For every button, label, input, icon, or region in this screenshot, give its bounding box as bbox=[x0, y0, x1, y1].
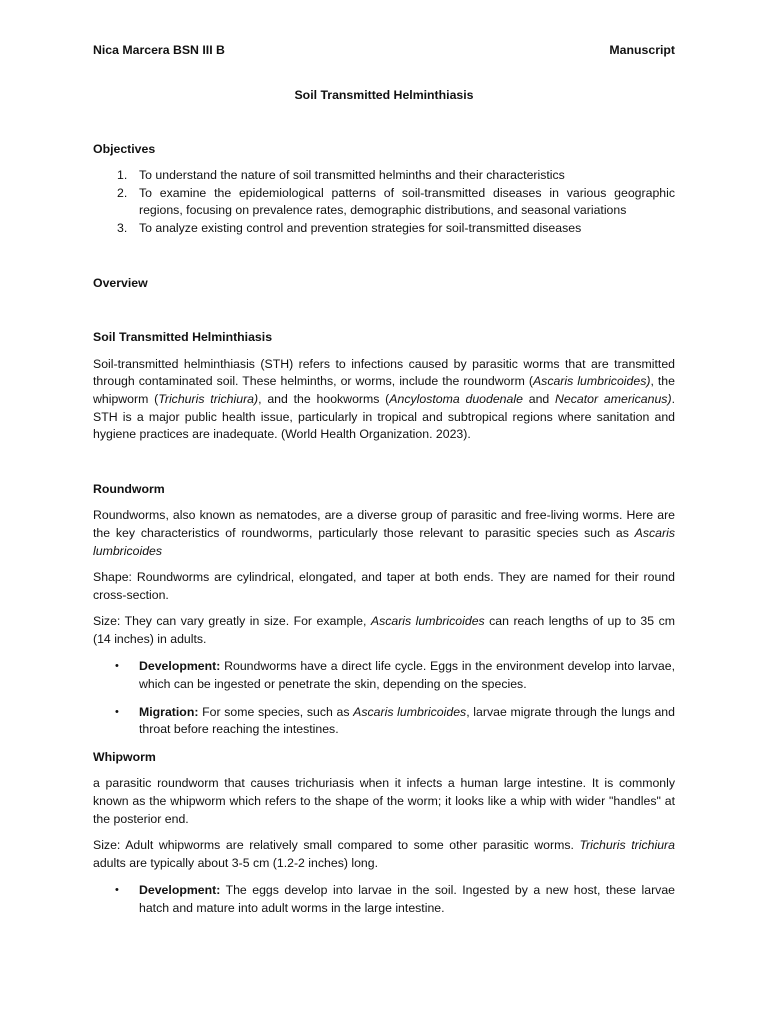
bullet-icon: • bbox=[115, 884, 119, 897]
objective-text: To understand the nature of soil transmitted helminths and their characteristics bbox=[139, 168, 565, 183]
whipworm-bullets bbox=[93, 882, 675, 917]
bullet-icon: • bbox=[115, 705, 119, 718]
whipworm-size bbox=[93, 837, 675, 872]
sth-heading: Soil Transmitted Helminthiasis bbox=[93, 330, 273, 345]
roundworm-shape: Shape: Roundworms are cylindrical, elongated, and taper at both ends. They are named for their round cross-section. bbox=[93, 570, 675, 602]
sth-text: and bbox=[522, 391, 556, 406]
whipworm-heading: Whipworm bbox=[93, 749, 156, 764]
objective-text: To examine the epidemiological patterns of soil-transmitted diseases in various geographic regions, focusing on prevalence rates, demographic distributions, and seasonal variations bbox=[139, 185, 675, 218]
objective-item bbox=[93, 185, 675, 220]
roundworm-intro bbox=[93, 507, 675, 560]
sth-text: Soil-transmitted helminthiasis (STH) refers to infections caused by parasitic worms that are transmitted through contaminated soil. These helminths, or worms, include the roundworm ( bbox=[93, 356, 675, 389]
author-line: Nica Marcera BSN III B bbox=[93, 43, 225, 57]
document-title: Soil Transmitted Helminthiasis bbox=[294, 88, 474, 102]
species-ascaris: Ascaris lumbricoides bbox=[370, 614, 485, 629]
objective-text: To analyze existing control and prevention strategies for soil-transmitted diseases bbox=[139, 220, 582, 235]
bullet-item bbox=[93, 882, 675, 917]
roundworm-size bbox=[93, 613, 675, 648]
species-necator: Necator americanus) bbox=[555, 391, 672, 406]
roundworm-heading: Roundworm bbox=[93, 481, 165, 496]
whipworm-size-text: Size: Adult whipworms are relatively small compared to some other parasitic worms. bbox=[93, 838, 580, 853]
species-trichuris: Trichuris trichiura bbox=[579, 838, 675, 853]
bullet-label: Development: bbox=[139, 883, 221, 898]
bullet-item bbox=[93, 658, 675, 693]
sth-text: , the whipworm ( bbox=[93, 374, 675, 406]
bullet-label: Migration: bbox=[139, 704, 199, 719]
sth-paragraph bbox=[93, 356, 675, 444]
document-type-label: Manuscript bbox=[609, 43, 675, 57]
species-trichuris: Trichuris trichiura) bbox=[158, 391, 259, 406]
bullet-label: Development: bbox=[139, 659, 221, 674]
roundworm-size-text: can reach lengths of up to 35 cm (14 inches) in adults. bbox=[93, 614, 675, 646]
species-ancylostoma: Ancylostoma duodenale bbox=[389, 391, 523, 406]
objective-item bbox=[93, 167, 675, 185]
bullet-item bbox=[93, 704, 675, 739]
roundworm-intro-text: Roundworms, also known as nematodes, are a diverse group of parasitic and free-living worms. Here are the key characteristics of roundworms, particularly those relevant to parasitic species such as bbox=[93, 508, 675, 540]
bullet-text: , larvae migrate through the lungs and throat before reaching the intestines. bbox=[139, 704, 675, 737]
sth-text: , and the hookworms ( bbox=[258, 391, 390, 406]
roundworm-size-text: Size: They can vary greatly in size. For example, bbox=[93, 614, 371, 629]
sth-text: . STH is a major public health issue, particularly in tropical and subtropical regions where sanitation and hygiene practices are inadequate. (World Health Organization. 2023). bbox=[93, 391, 675, 442]
species-ascaris: Ascaris lumbricoides bbox=[353, 704, 467, 719]
roundworm-bullets bbox=[93, 658, 675, 738]
objective-number: 3. bbox=[117, 220, 128, 235]
whipworm-intro: a parasitic roundworm that causes trichuriasis when it infects a human large intestine. It is commonly known as the whipworm which refers to the shape of the worm; it looks like a whip with wider "handles" at the posterior end. bbox=[93, 776, 675, 826]
whipworm-size-text: adults are typically about 3-5 cm (1.2-2 inches) long. bbox=[93, 855, 379, 870]
page-header bbox=[93, 42, 675, 60]
objective-number: 1. bbox=[117, 168, 128, 183]
document-page bbox=[93, 42, 675, 918]
bullet-text: For some species, such as bbox=[198, 704, 354, 719]
bullet-icon: • bbox=[115, 660, 119, 673]
species-ascaris: Ascaris lumbricoides) bbox=[532, 374, 651, 389]
overview-heading: Overview bbox=[93, 275, 148, 290]
bullet-text: Roundworms have a direct life cycle. Eggs in the environment develop into larvae, which can be ingested or penetrate the skin, depending on the species. bbox=[139, 659, 675, 692]
objectives-list bbox=[93, 167, 675, 237]
objective-item bbox=[93, 220, 675, 238]
objective-number: 2. bbox=[117, 185, 128, 200]
species-ascaris: Ascaris lumbricoides bbox=[93, 525, 675, 558]
objectives-heading: Objectives bbox=[93, 141, 156, 156]
bullet-text: The eggs develop into larvae in the soil. Ingested by a new host, these larvae hatch and mature into adult worms in the large intestine. bbox=[139, 883, 675, 915]
